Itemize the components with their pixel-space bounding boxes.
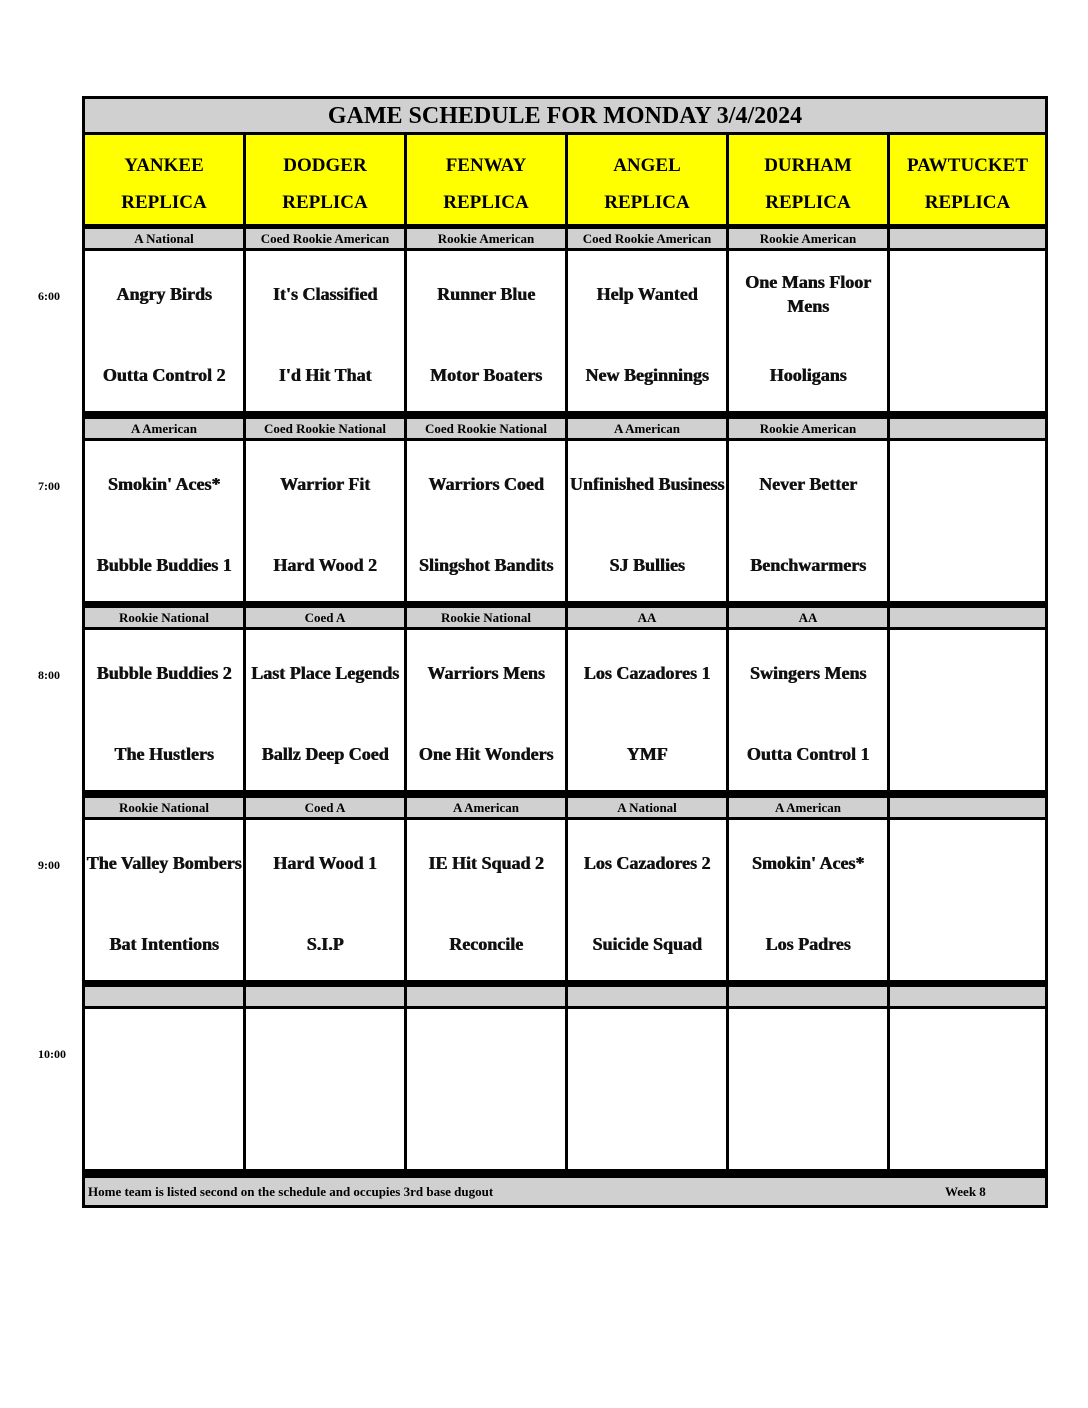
home-team [890, 932, 1045, 956]
away-team: Unfinished Business [569, 474, 725, 494]
home-team: Bubble Buddies 1 [96, 555, 232, 575]
division-label: Rookie American [729, 419, 887, 438]
away-team [890, 459, 1045, 509]
field-name: YANKEE [124, 155, 204, 176]
away-team: It's Classified [272, 284, 378, 304]
home-team [890, 553, 1045, 577]
division-label: Rookie National [407, 608, 565, 627]
game-cell [407, 441, 565, 601]
division-label [246, 987, 404, 1006]
game-cell [729, 251, 887, 411]
away-team: Los Cazadores 1 [583, 663, 711, 683]
game-cell [246, 441, 404, 601]
home-team: The Hustlers [114, 744, 214, 764]
away-team: Warriors Mens [427, 663, 545, 683]
division-label: Coed Rookie National [407, 419, 565, 438]
home-team: Los Padres [765, 934, 851, 954]
division-label [407, 987, 565, 1006]
division-label: AA [729, 608, 887, 627]
division-label [568, 987, 726, 1006]
field-header [85, 135, 243, 224]
game-cell [568, 441, 726, 601]
division-label: Coed Rookie American [568, 229, 726, 248]
game-cell [407, 1009, 565, 1169]
division-label [729, 987, 887, 1006]
game-cell [890, 820, 1045, 980]
home-team: I'd Hit That [278, 365, 372, 385]
home-team [407, 1121, 565, 1145]
week-label: Week 8 [945, 1184, 986, 1199]
time-label: 6:00 [38, 289, 60, 303]
game-cell [85, 441, 243, 601]
away-team: Warriors Coed [428, 474, 544, 494]
field-subtitle: REPLICA [282, 192, 368, 213]
game-cell [85, 1009, 243, 1169]
away-team: Smokin' Aces* [751, 853, 865, 873]
game-cell [729, 630, 887, 790]
game-cell [568, 251, 726, 411]
home-team [85, 1121, 243, 1145]
away-team [568, 1027, 726, 1077]
field-header [729, 135, 887, 224]
home-team [246, 1121, 404, 1145]
away-team: Smokin' Aces* [107, 474, 221, 494]
field-name: DURHAM [764, 155, 852, 176]
footer-bar [85, 1178, 1045, 1205]
game-cell [890, 630, 1045, 790]
home-team: Outta Control 1 [746, 744, 870, 764]
away-team [85, 1027, 243, 1077]
away-team [729, 1027, 887, 1077]
home-team: Benchwarmers [750, 555, 866, 575]
home-team: S.I.P [306, 934, 344, 954]
away-team: Swingers Mens [749, 663, 867, 683]
game-cell [85, 630, 243, 790]
game-cell [85, 251, 243, 411]
away-team: One Mans Floor Mens [745, 272, 871, 316]
away-team: Never Better [758, 474, 858, 494]
away-team: Runner Blue [436, 284, 536, 304]
game-cell [407, 820, 565, 980]
game-cell [729, 1009, 887, 1169]
away-team: Angry Birds [116, 284, 212, 304]
away-team: Bubble Buddies 2 [96, 663, 232, 683]
home-team [890, 1121, 1045, 1145]
division-label: Rookie American [407, 229, 565, 248]
home-team: One Hit Wonders [418, 744, 554, 764]
home-team [568, 1121, 726, 1145]
field-name: PAWTUCKET [906, 155, 1029, 176]
home-team: Hard Wood 2 [273, 555, 377, 575]
away-team: Los Cazadores 2 [583, 853, 711, 873]
away-team: Warrior Fit [279, 474, 371, 494]
division-label: A American [407, 798, 565, 817]
division-label: Rookie National [85, 608, 243, 627]
division-label [890, 419, 1045, 438]
field-name: ANGEL [613, 155, 681, 176]
division-label: Rookie American [729, 229, 887, 248]
game-cell [890, 441, 1045, 601]
field-header [568, 135, 726, 224]
away-team [890, 648, 1045, 698]
time-label: 7:00 [38, 479, 60, 493]
home-team: YMF [626, 744, 668, 764]
away-team [890, 838, 1045, 888]
home-team [890, 363, 1045, 387]
home-team: SJ Bullies [609, 555, 685, 575]
field-name: FENWAY [445, 155, 527, 176]
game-cell [890, 1009, 1045, 1169]
division-label: A American [729, 798, 887, 817]
division-label [890, 229, 1045, 248]
home-team [729, 1121, 887, 1145]
home-team: Reconcile [449, 934, 523, 954]
away-team: IE Hit Squad 2 [428, 853, 544, 873]
division-label [890, 608, 1045, 627]
game-cell [246, 630, 404, 790]
away-team: Help Wanted [596, 284, 698, 304]
home-team: New Beginnings [585, 365, 709, 385]
schedule-title: GAME SCHEDULE FOR MONDAY 3/4/2024 [85, 99, 1045, 132]
division-label: Coed Rookie National [246, 419, 404, 438]
away-team [246, 1027, 404, 1077]
away-team [890, 1027, 1045, 1077]
division-label: Rookie National [85, 798, 243, 817]
game-cell [85, 820, 243, 980]
field-subtitle: REPLICA [765, 192, 851, 213]
footer-note: Home team is listed second on the schedule and occupies 3rd base dugout [88, 1184, 494, 1199]
game-cell [246, 1009, 404, 1169]
division-label: Coed A [246, 608, 404, 627]
away-team: The Valley Bombers [86, 853, 242, 873]
home-team: Ballz Deep Coed [261, 744, 389, 764]
time-label: 10:00 [38, 1047, 66, 1061]
game-cell [246, 251, 404, 411]
division-label: A American [568, 419, 726, 438]
field-subtitle: REPLICA [604, 192, 690, 213]
field-header [890, 135, 1045, 224]
home-team: Motor Boaters [429, 365, 543, 385]
division-label: A American [85, 419, 243, 438]
away-team [407, 1027, 565, 1077]
division-label: Coed A [246, 798, 404, 817]
division-label: AA [568, 608, 726, 627]
field-name: DODGER [283, 155, 367, 176]
division-label: A National [85, 229, 243, 248]
home-team: Outta Control 2 [102, 365, 226, 385]
home-team: Hooligans [769, 365, 847, 385]
field-header [407, 135, 565, 224]
home-team [890, 742, 1045, 766]
schedule-table [82, 96, 1048, 1208]
field-subtitle: REPLICA [121, 192, 207, 213]
game-cell [729, 820, 887, 980]
home-team: Slingshot Bandits [418, 555, 554, 575]
game-cell [246, 820, 404, 980]
division-label: Coed Rookie American [246, 229, 404, 248]
time-label: 9:00 [38, 858, 60, 872]
away-team: Hard Wood 1 [273, 853, 377, 873]
game-cell [729, 441, 887, 601]
time-label: 8:00 [38, 668, 60, 682]
home-team: Suicide Squad [592, 934, 702, 954]
field-subtitle: REPLICA [443, 192, 529, 213]
home-team: Bat Intentions [109, 934, 219, 954]
game-cell [568, 820, 726, 980]
division-label [890, 798, 1045, 817]
division-label: A National [568, 798, 726, 817]
game-cell [407, 630, 565, 790]
away-team: Last Place Legends [251, 663, 399, 683]
game-cell [568, 1009, 726, 1169]
game-cell [890, 251, 1045, 411]
division-label [890, 987, 1045, 1006]
away-team [890, 269, 1045, 319]
field-header [246, 135, 404, 224]
game-cell [407, 251, 565, 411]
division-label [85, 987, 243, 1006]
game-cell [568, 630, 726, 790]
field-subtitle: REPLICA [924, 192, 1011, 213]
